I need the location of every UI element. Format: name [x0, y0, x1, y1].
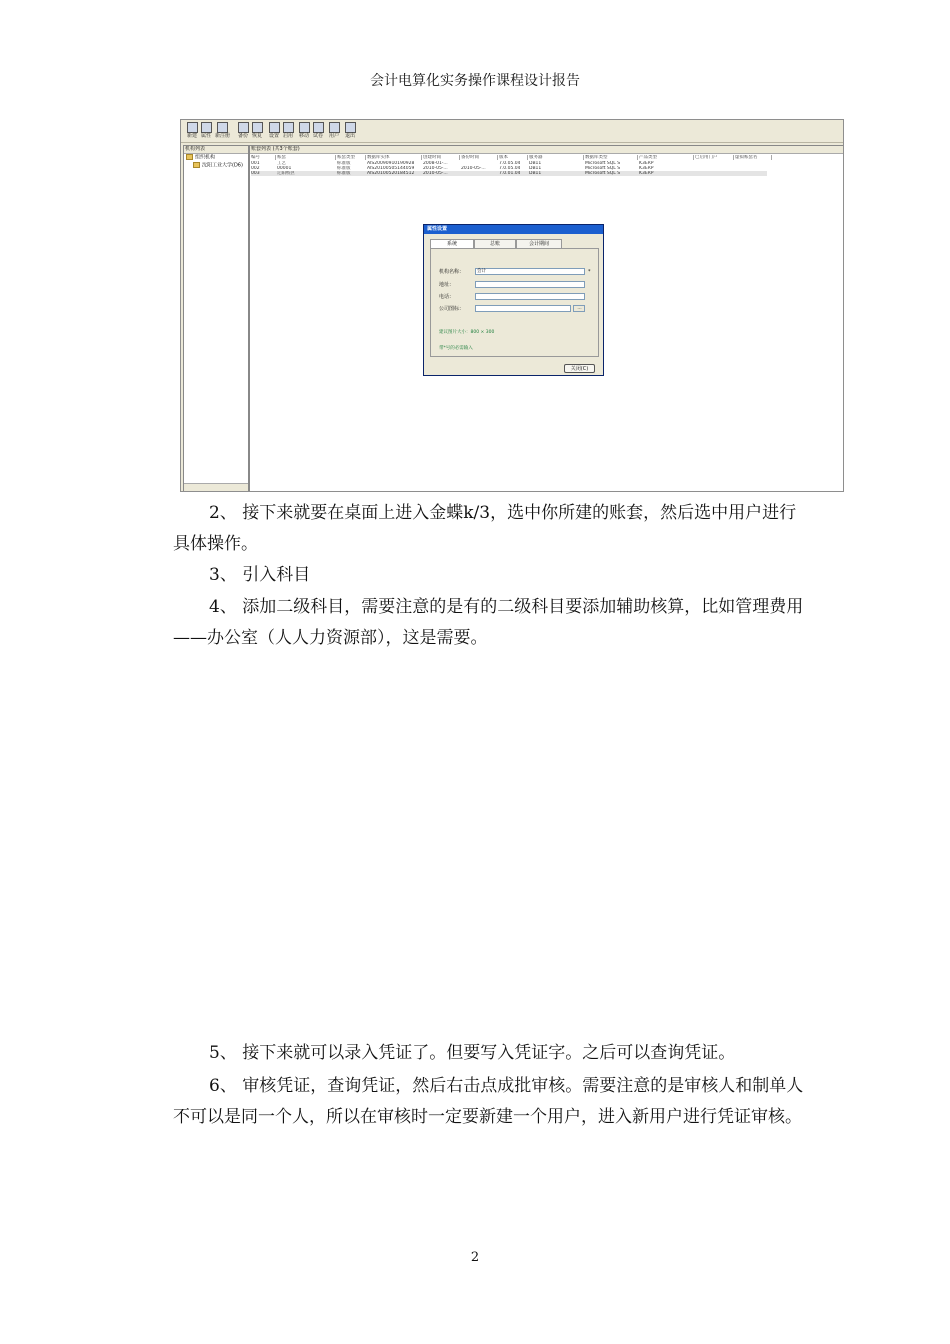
exit-icon [345, 122, 356, 133]
column-header[interactable]: 已启用门户 [695, 155, 734, 160]
table-row-selected[interactable] [251, 171, 767, 176]
paragraph-step-6: 6、 审核凭证，查询凭证，然后右击点成批审核。需要注意的是审核人和制单人不可以是同一个人，所以在审核时一定要新建一个用户，进入新用户进行凭证审核。 [173, 1076, 804, 1127]
cell-account: 工艺 [277, 161, 286, 166]
new-icon [187, 122, 198, 133]
cell-server: DB11 [529, 166, 542, 171]
column-header[interactable]: 数据库实体 [367, 155, 422, 160]
properties-button[interactable]: 属性 [199, 122, 213, 140]
close-button[interactable]: 关闭(C) [564, 364, 595, 373]
column-header[interactable]: 版本 [499, 155, 528, 160]
new-button[interactable]: 新建 [185, 122, 199, 140]
company-logo-input[interactable] [475, 305, 571, 312]
paragraph-step-5: 5、 接下来就可以录入凭证了。但要写入凭证字。之后可以查询凭证。 [209, 1043, 736, 1063]
folder-icon [186, 154, 193, 160]
address-input[interactable] [475, 281, 585, 288]
backup-icon [238, 122, 249, 133]
tab-accounting-period[interactable]: 会计期间 [516, 239, 562, 249]
user-button[interactable]: 用户 [327, 122, 341, 140]
paragraph-step-2: 2、 接下来就要在桌面上进入金蝶k/3，选中你所建的账套，然后选中用户进行具体操作。 [173, 503, 797, 554]
horizontal-scrollbar[interactable] [184, 483, 248, 491]
enable-button[interactable]: 启用 [281, 122, 295, 140]
properties-dialog [423, 224, 604, 376]
phone-input[interactable] [475, 293, 585, 300]
register-button[interactable]: 新注册 [215, 122, 229, 140]
embedded-screenshot [180, 119, 844, 492]
required-note: 带*号的必需输入 [439, 346, 473, 351]
cell-db-entity: AIS20090910190928 [367, 161, 415, 166]
browse-button[interactable]: ... [573, 305, 585, 312]
dialog-title: 属性设置 [424, 225, 603, 234]
image-size-note: 建议图片大小：800 × 300 [439, 330, 495, 335]
cell-number: 001 [251, 161, 260, 166]
column-header[interactable]: 编号 [251, 155, 276, 160]
enable-icon [283, 122, 294, 133]
column-header[interactable]: 服务器 [529, 155, 584, 160]
org-name-input[interactable]: 会计 [475, 268, 585, 275]
column-header[interactable]: 备份时间 [461, 155, 498, 160]
column-header[interactable]: 账套 [277, 155, 336, 160]
required-mark: * [588, 269, 591, 275]
cell-db-entity: AIS20100520184512 [367, 171, 415, 176]
dialog-content [430, 248, 599, 357]
folder-icon [193, 162, 200, 168]
cell-server: DB11 [529, 171, 542, 176]
cell-type: 标准版 [337, 166, 351, 171]
paragraph-step-3: 3、 引入科目 [209, 565, 311, 585]
account-list-caption: 账套列表 (共3个账套) [250, 146, 844, 154]
column-header[interactable]: 产品类型 [639, 155, 694, 160]
tab-general-ledger[interactable]: 总账 [474, 239, 516, 249]
cell-version: 7.0.01.04 [499, 171, 521, 176]
cell-version: 7.0.05.04 [499, 161, 521, 166]
tree-item-university[interactable]: 沈阳工业大学(D6) [184, 162, 248, 170]
properties-icon [201, 122, 212, 133]
user-icon [329, 122, 340, 133]
register-icon [217, 122, 228, 133]
column-header[interactable]: 创建时间 [423, 155, 460, 160]
cell-db-type: Microsoft SQL S [585, 161, 621, 166]
column-header[interactable]: 账套类型 [337, 155, 366, 160]
test-button[interactable]: 试卷 [311, 122, 325, 140]
cell-number: 002 [251, 166, 260, 171]
cell-account: 辽阳校区 [277, 171, 295, 176]
company-logo-label: 公司图标： [439, 306, 465, 312]
settings-button[interactable]: 设置 [267, 122, 281, 140]
cell-type: 标准版 [337, 171, 351, 176]
cell-created: 2008-01-... [423, 161, 448, 166]
restore-icon [252, 122, 263, 133]
move-icon [299, 122, 310, 133]
cell-product: K3ERP [639, 166, 654, 171]
settings-icon [269, 122, 280, 133]
page-header-title: 会计电算化实务操作课程设计报告 [370, 73, 580, 89]
cell-number: 003 [251, 171, 260, 176]
paragraph-step-4: 4、 添加二级科目，需要注意的是有的二级科目要添加辅助核算，比如管理费用——办公室（人人力资源部），这是需要。 [173, 597, 804, 648]
cell-created: 2010-05-... [423, 171, 448, 176]
cell-db-entity: AIS20100505144059 [367, 166, 415, 171]
cell-backup: 2010-05-... [461, 166, 486, 171]
tree-item-root[interactable]: 组织机构 [184, 154, 248, 162]
tree-caption: 机构列表 [184, 146, 248, 154]
column-header[interactable]: 虚拟账套名 [735, 155, 772, 160]
organization-tree-pane [183, 145, 249, 492]
backup-button[interactable]: 备份 [236, 122, 250, 140]
cell-version: 7.0.05.04 [499, 166, 521, 171]
address-label: 地址： [439, 282, 455, 288]
cell-server: DB11 [529, 161, 542, 166]
restore-button[interactable]: 恢复 [250, 122, 264, 140]
move-button[interactable]: 移动 [297, 122, 311, 140]
cell-db-type: Microsoft SQL S [585, 166, 621, 171]
phone-label: 电话： [439, 294, 455, 300]
test-icon [313, 122, 324, 133]
org-name-label: 机构名称： [439, 269, 465, 275]
cell-account: 00001 [277, 166, 292, 171]
exit-button[interactable]: 退出 [343, 122, 357, 140]
cell-db-type: Microsoft SQL S [585, 171, 621, 176]
cell-product: K3ERP [639, 161, 654, 166]
cell-type: 标准版 [337, 161, 351, 166]
cell-product: K3ERP [639, 171, 654, 176]
toolbar [181, 120, 843, 143]
page-number: 2 [470, 1250, 480, 1265]
tab-system[interactable]: 系统 [430, 239, 474, 249]
column-header[interactable]: 数据库类型 [585, 155, 638, 160]
cell-created: 2010-05-... [423, 166, 448, 171]
